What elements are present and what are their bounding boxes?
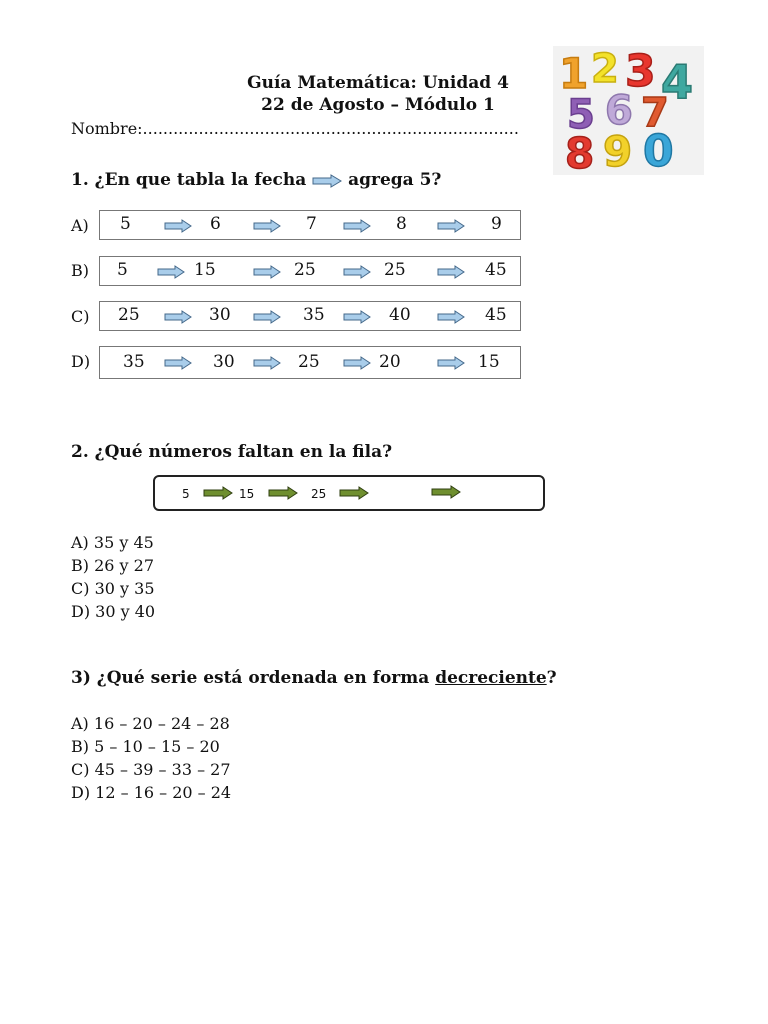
row-b-label: B) bbox=[71, 261, 89, 280]
right-arrow-icon bbox=[253, 310, 281, 324]
row-b-value: 15 bbox=[194, 260, 216, 280]
right-arrow-icon bbox=[253, 219, 281, 233]
right-arrow-icon bbox=[437, 219, 465, 233]
row-d-value: 35 bbox=[123, 352, 145, 372]
row-d-value: 15 bbox=[478, 352, 500, 372]
row-a-value: 5 bbox=[120, 214, 131, 234]
row-b-value: 25 bbox=[384, 260, 406, 280]
right-arrow-icon bbox=[343, 265, 371, 279]
sequence-value: 25 bbox=[311, 487, 327, 501]
option-c[interactable]: C) 30 y 35 bbox=[71, 579, 155, 598]
right-arrow-icon bbox=[339, 486, 369, 500]
right-arrow-icon bbox=[157, 265, 185, 279]
digit-0: 0 bbox=[643, 126, 674, 175]
option-d[interactable]: D) 12 – 16 – 20 – 24 bbox=[71, 783, 232, 802]
right-arrow-icon bbox=[268, 486, 298, 500]
question-3 bbox=[71, 668, 557, 688]
title-line-1: Guía Matemática: Unidad 4 bbox=[247, 73, 509, 93]
row-b-value: 5 bbox=[117, 260, 128, 280]
right-arrow-icon bbox=[203, 486, 233, 500]
row-a-value: 6 bbox=[210, 214, 221, 234]
row-d-label: D) bbox=[71, 352, 91, 371]
row-c-value: 25 bbox=[118, 305, 140, 325]
digit-6: 6 bbox=[605, 88, 633, 134]
digit-3: 3 bbox=[625, 46, 656, 97]
digit-1: 1 bbox=[559, 49, 589, 98]
sequence-value: 5 bbox=[182, 487, 190, 501]
right-arrow-icon bbox=[431, 485, 461, 499]
right-arrow-icon bbox=[437, 356, 465, 370]
question-1-suffix: agrega 5? bbox=[348, 170, 442, 190]
question-1-prefix: 1. ¿En que tabla la fecha bbox=[71, 170, 307, 190]
worksheet-title bbox=[228, 72, 528, 116]
right-arrow-icon bbox=[343, 219, 371, 233]
right-arrow-icon bbox=[253, 356, 281, 370]
option-c[interactable]: C) 45 – 39 – 33 – 27 bbox=[71, 760, 231, 779]
row-d-value: 30 bbox=[213, 352, 235, 372]
row-a-label: A) bbox=[71, 216, 89, 235]
question-3-options bbox=[71, 712, 231, 804]
digit-8: 8 bbox=[565, 129, 595, 175]
digit-7: 7 bbox=[641, 90, 669, 136]
option-a[interactable]: A) 16 – 20 – 24 – 28 bbox=[71, 714, 230, 733]
row-b-box[interactable] bbox=[99, 256, 521, 286]
right-arrow-icon bbox=[253, 265, 281, 279]
right-arrow-icon bbox=[343, 356, 371, 370]
row-b-value: 25 bbox=[294, 260, 316, 280]
row-c-value: 40 bbox=[389, 305, 411, 325]
digit-4: 4 bbox=[661, 55, 694, 109]
sequence-value: 15 bbox=[239, 487, 255, 501]
option-d[interactable]: D) 30 y 40 bbox=[71, 602, 156, 621]
question-3-post: ? bbox=[546, 668, 557, 688]
option-a[interactable]: A) 35 y 45 bbox=[71, 533, 154, 552]
right-arrow-icon bbox=[164, 219, 192, 233]
row-a-value: 7 bbox=[306, 214, 317, 234]
right-arrow-icon bbox=[164, 356, 192, 370]
digit-5: 5 bbox=[567, 92, 595, 138]
right-arrow-icon bbox=[164, 310, 192, 324]
row-a-box[interactable] bbox=[99, 210, 521, 240]
row-d-box[interactable] bbox=[99, 346, 521, 379]
name-line: Nombre:.......................................................................... bbox=[71, 119, 519, 138]
sequence-box bbox=[153, 475, 545, 511]
question-3-pre: 3) ¿Qué serie está ordenada en forma bbox=[71, 668, 436, 688]
question-2: 2. ¿Qué números faltan en la fila? bbox=[71, 442, 393, 462]
row-d-value: 20 bbox=[379, 352, 401, 372]
right-arrow-icon bbox=[437, 310, 465, 324]
digit-9: 9 bbox=[603, 127, 633, 175]
row-a-value: 9 bbox=[491, 214, 502, 234]
right-arrow-icon bbox=[312, 174, 342, 188]
row-c-box[interactable] bbox=[99, 301, 521, 331]
question-1 bbox=[71, 170, 441, 190]
row-a-value: 8 bbox=[396, 214, 407, 234]
row-c-value: 30 bbox=[209, 305, 231, 325]
title-line-2: 22 de Agosto – Módulo 1 bbox=[261, 95, 495, 115]
option-b[interactable]: B) 26 y 27 bbox=[71, 556, 155, 575]
row-c-value: 45 bbox=[485, 305, 507, 325]
right-arrow-icon bbox=[343, 310, 371, 324]
colorful-felt-numbers-image bbox=[553, 46, 704, 175]
row-c-value: 35 bbox=[303, 305, 325, 325]
row-c-label: C) bbox=[71, 307, 90, 326]
question-3-underlined: decreciente bbox=[435, 668, 547, 688]
question-2-options bbox=[71, 531, 155, 623]
option-b[interactable]: B) 5 – 10 – 15 – 20 bbox=[71, 737, 220, 756]
row-b-value: 45 bbox=[485, 260, 507, 280]
row-d-value: 25 bbox=[298, 352, 320, 372]
right-arrow-icon bbox=[437, 265, 465, 279]
digit-2: 2 bbox=[591, 46, 619, 92]
